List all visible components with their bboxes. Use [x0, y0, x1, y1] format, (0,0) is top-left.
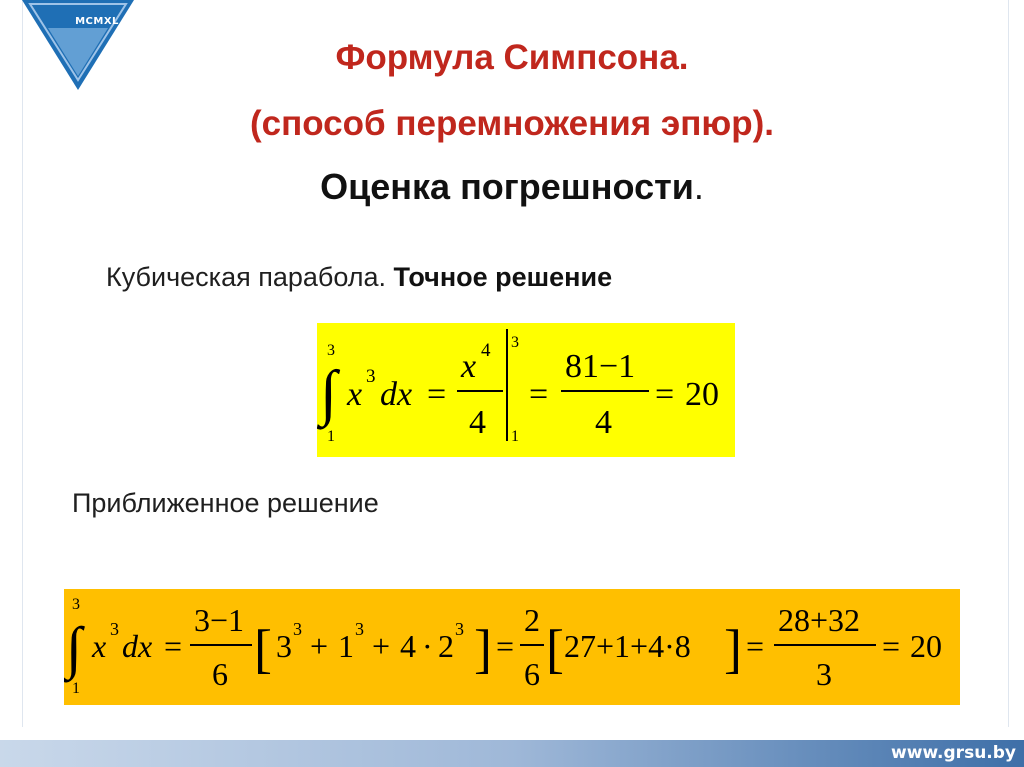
slide-title-line-3-dot: .: [693, 166, 704, 207]
integral-upper-limit: 3: [72, 596, 80, 613]
equals-sign-4: =: [882, 628, 901, 664]
bracket-1-plus-2: +: [372, 628, 391, 664]
equals-sign-1: =: [427, 376, 447, 413]
exact-formula: [317, 323, 735, 457]
integrand-exponent: 3: [110, 619, 119, 639]
integrand-x: x: [92, 628, 107, 664]
slide-title-line-2: (способ перемножения эпюр).: [249, 104, 775, 143]
bracket-1-multiply: ·: [422, 628, 433, 664]
slide-title-line-1: Формула Симпсона.: [335, 38, 689, 77]
fraction-denominator-2: 4: [595, 404, 612, 441]
fraction-x: x: [461, 348, 477, 385]
differential-dx: dx: [380, 376, 413, 413]
differential-dx: dx: [122, 628, 153, 664]
equals-sign-2: =: [496, 628, 515, 664]
bracket-open-1: [: [254, 619, 272, 679]
fraction-denominator-3: 3: [816, 656, 832, 692]
exact-result: 20: [685, 376, 719, 413]
slide-title-line-3-text: Оценка погрешности: [320, 166, 694, 207]
integrand-x: x: [347, 376, 363, 413]
equals-sign-1: =: [164, 628, 183, 664]
integrand-exponent: 3: [366, 366, 376, 387]
integral-upper-limit: 3: [327, 342, 335, 359]
bracket-1-exp-2: 3: [355, 619, 364, 639]
fraction-numerator-3: 28+32: [778, 602, 861, 638]
approximate-result: 20: [910, 628, 942, 664]
bracket-open-2: [: [546, 619, 564, 679]
footer-bar: [0, 740, 1024, 767]
logo-text: MCMXL: [75, 16, 119, 27]
bracket-2-expression: 27+1+4·8: [564, 628, 691, 664]
footer-url[interactable]: www.grsu.by: [891, 743, 1016, 763]
exact-heading-bold: Точное решение: [393, 262, 613, 292]
evaluation-upper: 3: [511, 334, 519, 351]
fraction-denominator-1: 4: [469, 404, 486, 441]
fraction-denominator-2: 6: [524, 656, 540, 692]
bracket-1-term-4: 2: [438, 628, 454, 664]
bracket-1-plus-1: +: [310, 628, 329, 664]
bracket-1-exp-1: 3: [293, 619, 302, 639]
integral-lower-limit: 1: [72, 680, 80, 697]
exact-heading-plain: Кубическая парабола.: [106, 262, 394, 292]
bracket-1-term-2: 1: [338, 628, 354, 664]
exact-formula-box: [317, 323, 735, 457]
equals-sign-3: =: [746, 628, 765, 664]
fraction-denominator-1: 6: [212, 656, 228, 692]
fraction-numerator-2: 2: [524, 602, 540, 638]
equals-sign-2: =: [529, 376, 549, 413]
approximate-formula-box: [64, 589, 960, 705]
slide-title-line-3: [0, 166, 1024, 208]
approximate-solution-heading: Приближенное решение: [72, 488, 379, 518]
integral-sign: ∫: [320, 359, 337, 427]
exact-solution-heading: [106, 262, 612, 293]
fraction-x-exponent: 4: [481, 340, 491, 361]
equals-sign-3: =: [655, 376, 675, 413]
integral-lower-limit: 1: [327, 428, 335, 445]
approximate-formula: [64, 589, 960, 705]
fraction-numerator-1: 3−1: [194, 602, 245, 638]
integral-sign: ∫: [66, 615, 82, 680]
bracket-1-exp-4: 3: [455, 619, 464, 639]
bracket-close-1: ]: [474, 619, 492, 679]
evaluation-lower: 1: [511, 428, 519, 445]
bracket-1-term-1: 3: [276, 628, 292, 664]
bracket-1-term-3: 4: [400, 628, 416, 664]
fraction-numerator-2: 81−1: [565, 348, 636, 385]
bracket-close-2: ]: [724, 619, 742, 679]
